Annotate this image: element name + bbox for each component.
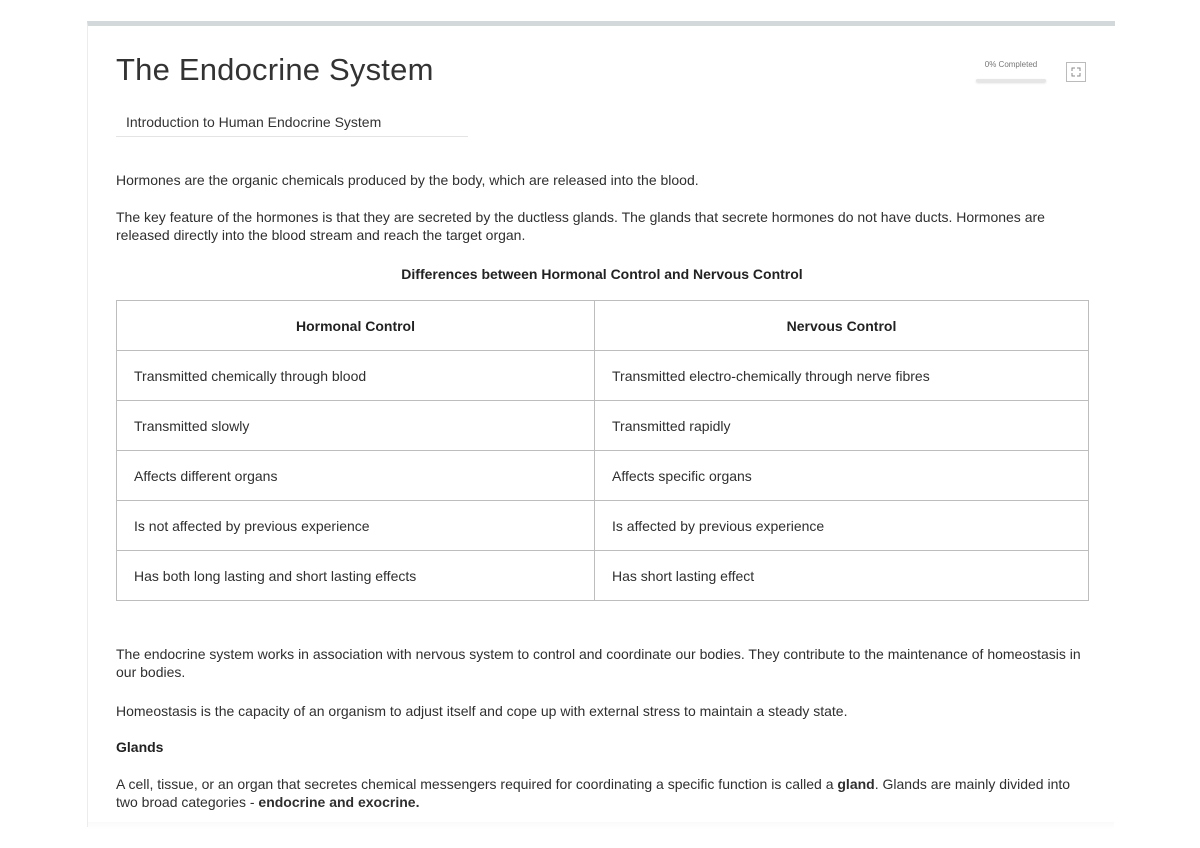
page-title: The Endocrine System (116, 52, 434, 87)
table-row (117, 501, 1089, 551)
body-paragraph-glands (116, 775, 1091, 811)
lesson-subtitle: Introduction to Human Endocrine System (116, 114, 468, 137)
table-cell: Transmitted rapidly (595, 401, 1089, 451)
comparison-table (116, 300, 1089, 601)
table-cell: Transmitted chemically through blood (117, 351, 595, 401)
expand-icon (1071, 67, 1081, 77)
body-paragraph-endocrine: The endocrine system works in association with nervous system to control and coordinate our bodies. They contribute to the maintenance of homeostasis in our bodies. (116, 646, 1081, 680)
intro-paragraph-1: Hormones are the organic chemicals produced by the body, which are released into the blood. (116, 172, 699, 188)
progress-label: 0% Completed (984, 60, 1038, 69)
glands-heading: Glands (116, 739, 164, 755)
table-cell: Has both long lasting and short lasting effects (117, 551, 595, 601)
progress-track (976, 79, 1046, 82)
table-row (117, 351, 1089, 401)
card-bottom-shadow (88, 822, 1114, 830)
table-row (117, 401, 1089, 451)
intro-paragraph-2: The key feature of the hormones is that they are secreted by the ductless glands. The glands that secrete hormones do not have ducts. Hormones are released directly into the blood stream and reach the target organ. (116, 209, 1045, 243)
lesson-card (87, 21, 1115, 827)
table-cell: Transmitted slowly (117, 401, 595, 451)
glands-text-2: . Glands are mainly divided into two broad categories - (116, 776, 1071, 810)
table-cell: Has short lasting effect (595, 551, 1089, 601)
progress-indicator (976, 58, 1046, 82)
column-header-nervous: Nervous Control (595, 301, 1089, 351)
table-header-row (117, 301, 1089, 351)
table-cell: Is affected by previous experience (595, 501, 1089, 551)
table-caption: Differences between Hormonal Control and Nervous Control (401, 266, 803, 282)
table-cell: Transmitted electro-chemically through nerve fibres (595, 351, 1089, 401)
body-paragraph-homeostasis: Homeostasis is the capacity of an organism to adjust itself and cope up with external stress to maintain a steady state. (116, 703, 848, 719)
column-header-hormonal: Hormonal Control (117, 301, 595, 351)
glands-term-categories: endocrine and exocrine. (258, 794, 420, 810)
expand-button[interactable] (1066, 62, 1086, 82)
glands-term-gland: gland (837, 776, 875, 792)
table-row (117, 551, 1089, 601)
table-cell: Affects different organs (117, 451, 595, 501)
table-row (117, 451, 1089, 501)
glands-text-1: A cell, tissue, or an organ that secretes chemical messengers required for coordinating a specific function is called a (116, 776, 838, 792)
table-cell: Is not affected by previous experience (117, 501, 595, 551)
table-cell: Affects specific organs (595, 451, 1089, 501)
